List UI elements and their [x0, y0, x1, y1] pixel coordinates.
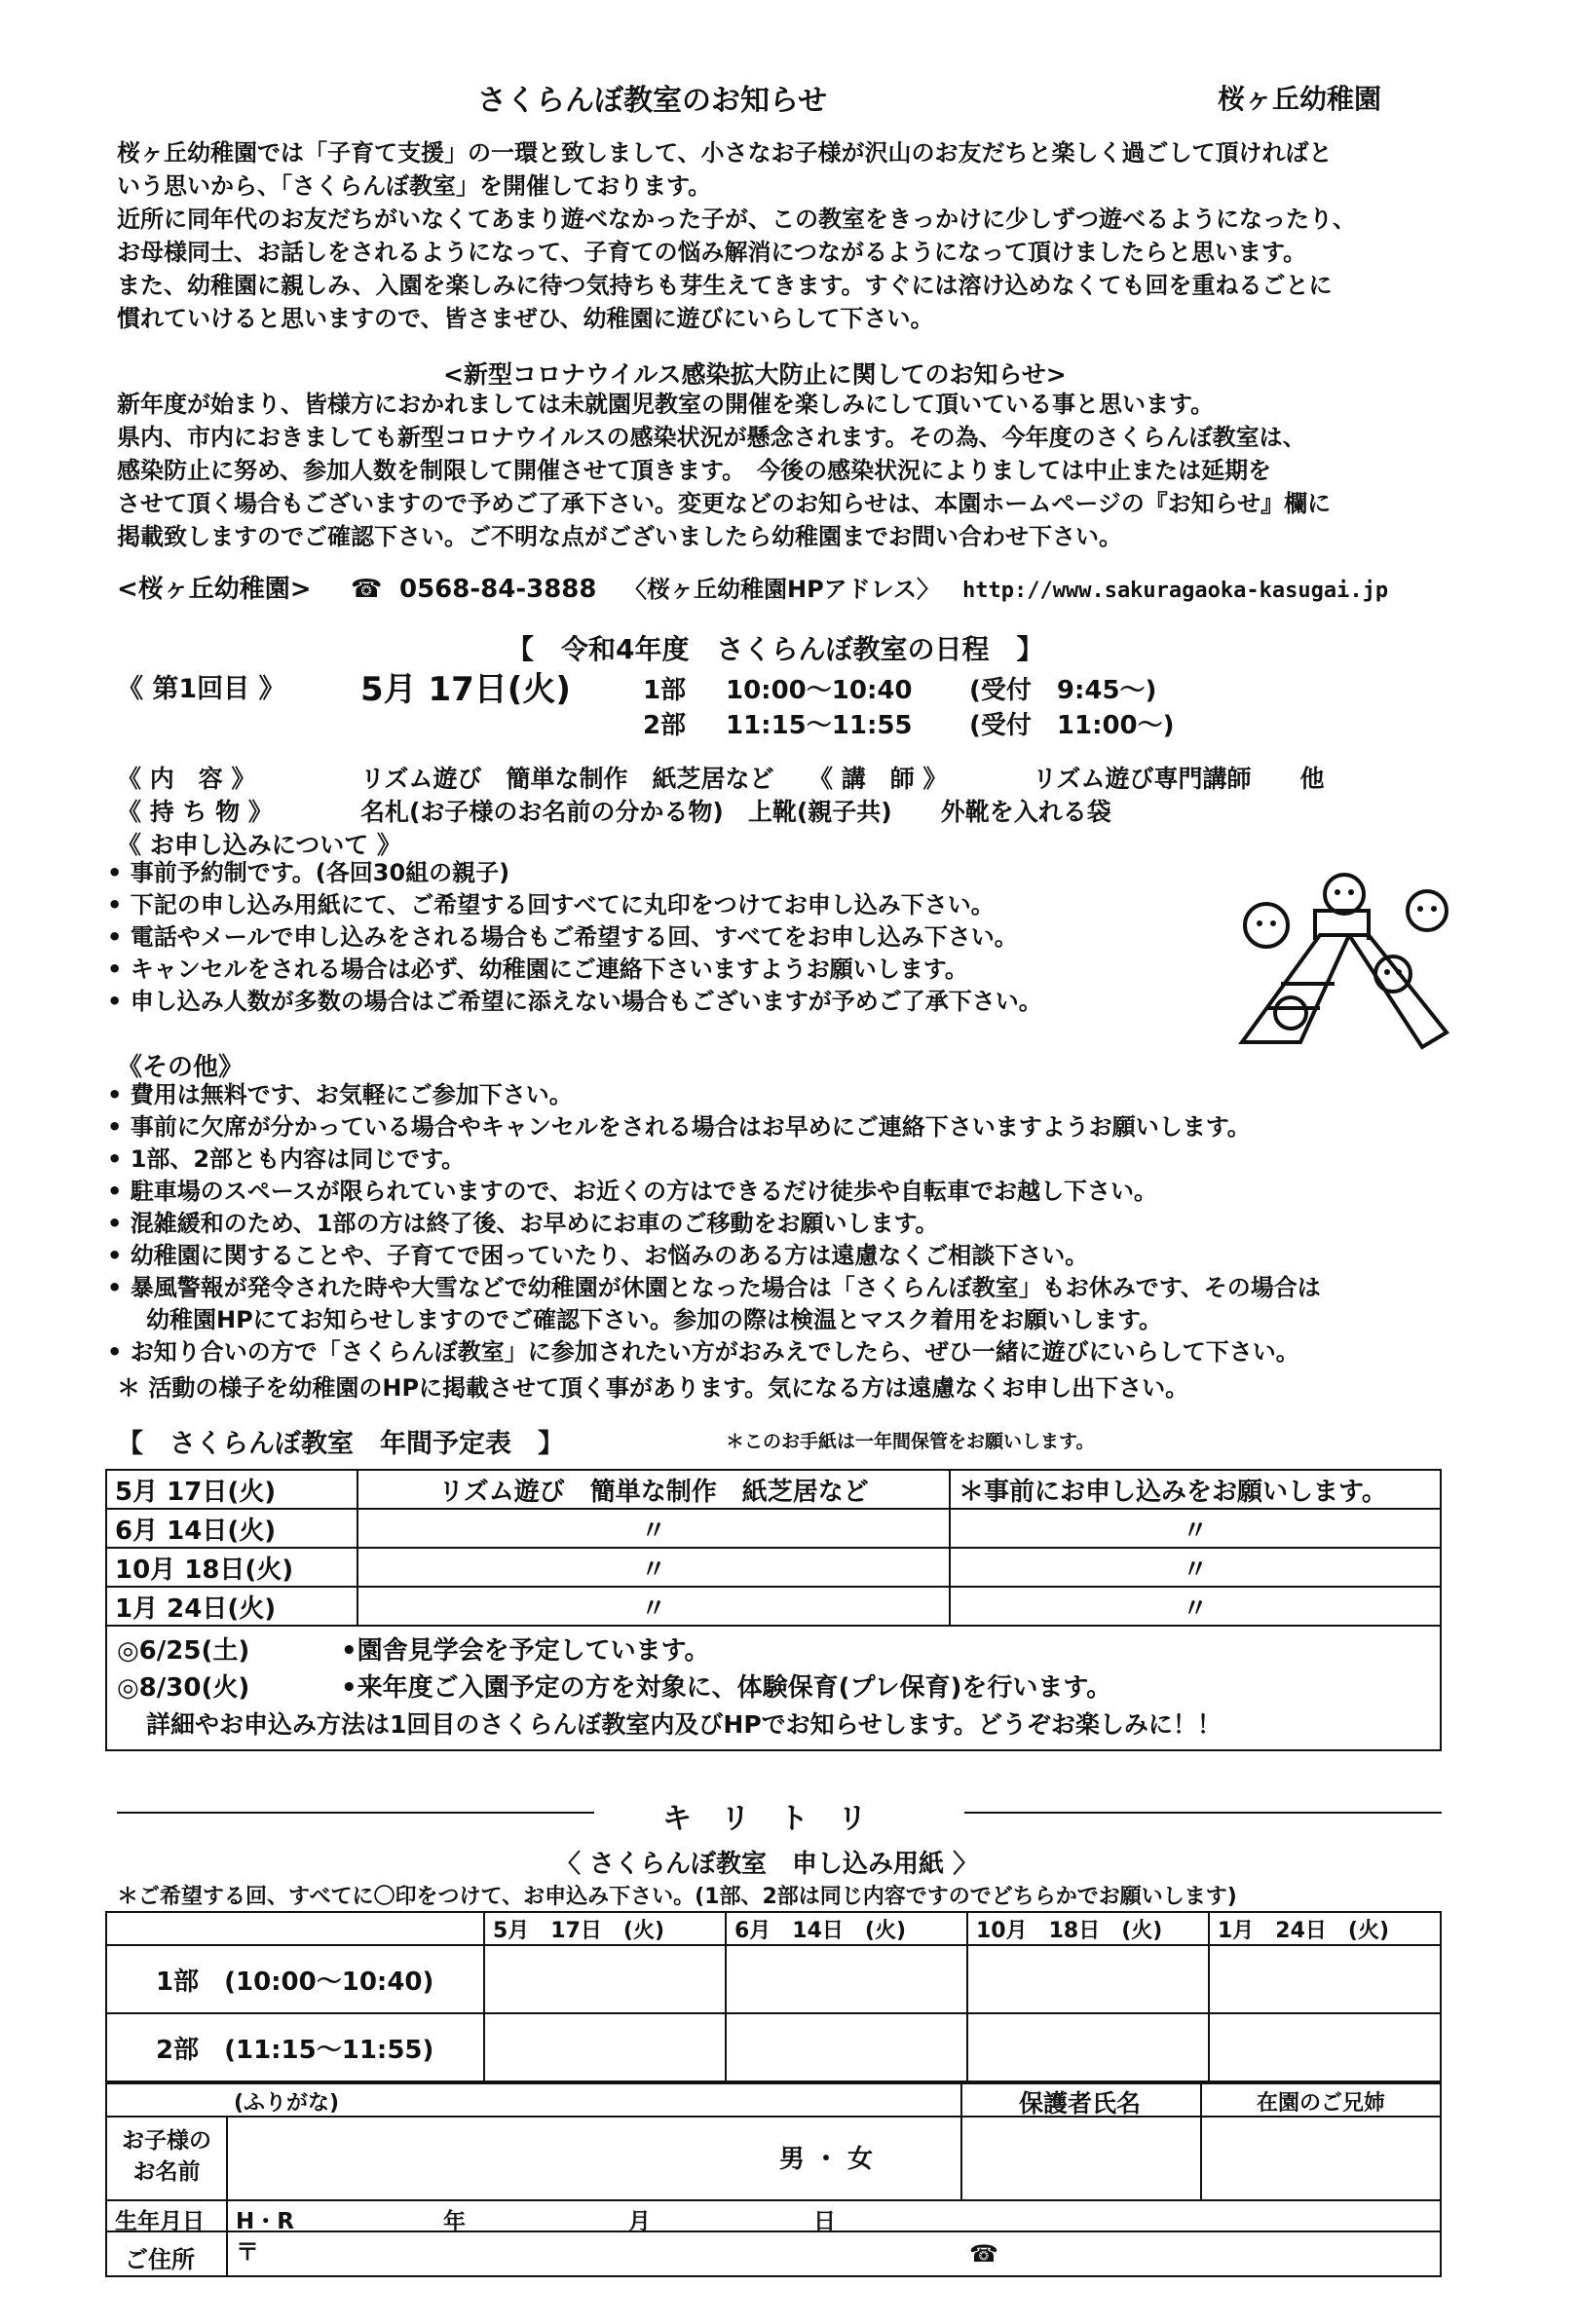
postal-mark: 〒: [236, 2238, 259, 2266]
contact-phone: 0568-84-3888: [399, 575, 597, 604]
divider: [107, 2199, 1440, 2201]
other-bullet-list: [107, 1079, 1321, 1368]
school-name: 桜ヶ丘幼稚園: [1218, 83, 1382, 115]
part2-time: 11:15〜11:55: [726, 711, 913, 740]
part1-choice-3[interactable]: [967, 1945, 1209, 2013]
annual-heading: 【 さくらんぼ教室 年間予定表 】: [117, 1429, 564, 1459]
items-value: 名札(お子様のお名前の分かる物) 上靴(親子共) 外靴を入れる袋: [360, 798, 1111, 826]
corona-line: 感染防止に努め、参加人数を制限して開催させて頂きます。 今後の感染状況によりましては中止または延期を: [117, 457, 1272, 484]
month-label: 月: [628, 2209, 651, 2234]
personal-info-box: [105, 2082, 1442, 2277]
table-row: [106, 1587, 1441, 1626]
table-row: [106, 1470, 1441, 1509]
hp-label: 〈桜ヶ丘幼稚園HPアドレス〉: [623, 576, 940, 603]
table-row: [106, 1626, 1441, 1750]
form-header-row: [106, 1912, 1441, 1945]
intro-line: 桜ヶ丘幼稚園では「子育て支援」の一環と致しまして、小さなお子様が沢山のお友だちと楽しく過ごして頂ければと: [117, 139, 1333, 167]
list-item: 幼稚園HPにてお知らせしますのでご確認下さい。参加の際は検温とマスク着用をお願いします。: [146, 1306, 1163, 1333]
teacher-value: リズム遊び専門講師 他: [1033, 765, 1325, 793]
schedule-date: 10月 18日(火): [106, 1548, 357, 1587]
keep-notice: ＊このお手紙は一年間保管をお願いします。: [726, 1431, 1095, 1452]
cut-line-left: [117, 1812, 594, 1814]
part2-choice-1[interactable]: [484, 2013, 726, 2081]
list-item: • 1部、2部とも内容は同じです。: [107, 1145, 466, 1173]
schedule-content: 〃: [357, 1509, 950, 1548]
schedule-content: 〃: [357, 1587, 950, 1626]
furigana-label: (ふりがな): [234, 2091, 340, 2116]
siblings-field[interactable]: [1206, 2119, 1436, 2197]
list-item: • 暴風警報が発令された時や大雪などで幼稚園が休園となった場合は「さくらんぼ教室」もお休みです、その場合は: [107, 1274, 1321, 1301]
list-item: • 費用は無料です、お気軽にご参加下さい。: [107, 1081, 573, 1108]
form-blank-cell: [106, 1912, 484, 1945]
corona-line: 新年度が始まり、皆様方におかれましては未就園児教室の開催を楽しみにして頂いている事と思います。: [117, 391, 1215, 418]
schedule-heading: 【 令和4年度 さくらんぼ教室の日程 】: [507, 633, 1044, 665]
form-heading: 〈 さくらんぼ教室 申し込み用紙 〉: [555, 1850, 979, 1879]
schedule-note: ＊事前にお申し込みをお願いします。: [950, 1470, 1441, 1509]
gender-choice[interactable]: 男 ・ 女: [779, 2145, 874, 2174]
intro-paragraph: [117, 136, 1356, 335]
intro-line: 慣れていけると思いますので、皆さまぜひ、幼稚園に遊びにいらして下さい。: [117, 305, 934, 332]
corona-line: 県内、市内におきましても新型コロナウイルスの感染状況が懸念されます。その為、今年度のさくらんぼ教室は、: [117, 424, 1306, 451]
year-label: 年: [443, 2209, 466, 2234]
address-label: ご住所: [125, 2246, 195, 2273]
form-date-4: 1月 24日 (火): [1209, 1912, 1441, 1945]
corona-line: 掲載致しますのでご確認下さい。ご不明な点がございましたら幼稚園までお問い合わせ下さい。: [117, 523, 1122, 550]
schedule-content: 〃: [357, 1548, 950, 1587]
table-row: [106, 1548, 1441, 1587]
form-date-1: 5月 17日 (火): [484, 1912, 726, 1945]
photo-notice: ＊ 活動の様子を幼稚園のHPに掲載させて頂く事があります。気になる方は遠慮なくお申し出下さい。: [117, 1374, 1189, 1402]
list-item: • 下記の申し込み用紙にて、ご希望する回すべてに丸印をつけてお申し込み下さい。: [107, 891, 995, 918]
part2-reception: (受付 11:00〜): [969, 711, 1175, 740]
phone-field[interactable]: [1003, 2236, 1432, 2273]
schedule-date: 5月 17日(火): [106, 1470, 357, 1509]
page-title: さくらんぼ教室のお知らせ: [477, 84, 828, 118]
corona-heading: <新型コロナウイルス感染拡大防止に関してのお知らせ>: [443, 360, 1067, 389]
part1-choice-1[interactable]: [484, 1945, 726, 2013]
part2-choice-2[interactable]: [726, 2013, 967, 2081]
list-item: • 混雑緩和のため、1部の方は終了後、お早めにお車のご移動をお願いします。: [107, 1210, 939, 1237]
application-form-table: [105, 1911, 1442, 2082]
form-note: ＊ご希望する回、すべてに〇印をつけて、お申込み下さい。(1部、2部は同じ内容ですのでどちらかでお願いします): [117, 1885, 1237, 1909]
form-date-3: 10月 18日 (火): [967, 1912, 1209, 1945]
part1-reception: (受付 9:45〜): [969, 676, 1157, 705]
event-item: ◎8/30(火) •来年度ご入園予定の方を対象に、体験保育(プレ保育)を行います。: [117, 1673, 1112, 1703]
era-label: H・R: [236, 2209, 294, 2234]
part1-choice-4[interactable]: [1209, 1945, 1441, 2013]
intro-line: いう思いから、「さくらんぼ教室」を開催しております。: [117, 172, 712, 200]
day-label: 日: [813, 2209, 836, 2234]
intro-line: 近所に同年代のお友だちがいなくてあまり遊べなかった子が、この教室をきっかけに少しずつ遊べるようになったり、: [117, 206, 1356, 233]
divider: [226, 2116, 228, 2277]
part1-choice-2[interactable]: [726, 1945, 967, 2013]
child-name-label: お子様の お名前: [122, 2128, 211, 2185]
content-value: リズム遊び 簡単な制作 紙芝居など: [360, 765, 774, 793]
phone-icon: ☎: [969, 2240, 998, 2268]
list-item: • 幼稚園に関することや、子育てで困っていたり、お悩みのある方は遠慮なくご相談下さい。: [107, 1242, 1089, 1269]
first-session-label: 《 第1回目 》: [117, 674, 285, 704]
schedule-note: 〃: [950, 1587, 1441, 1626]
corona-paragraph: [117, 388, 1331, 553]
guardian-name-field[interactable]: [966, 2119, 1196, 2197]
divider: [960, 2084, 962, 2199]
annual-schedule-table: [105, 1469, 1442, 1751]
intro-line: また、幼稚園に親しみ、入園を楽しみに待つ気持ちも芽生えてきます。すぐには溶け込めなくても回を重ねるごとに: [117, 272, 1333, 299]
list-item: • 駐車場のスペースが限られていますので、お近くの方はできるだけ徒歩や自転車でお越し下さい。: [107, 1178, 1158, 1205]
part2-choice-3[interactable]: [967, 2013, 1209, 2081]
list-item: • 事前予約制です。(各回30組の親子): [107, 859, 510, 886]
apply-label: 《 お申し込みについて 》: [117, 831, 401, 859]
list-item: • 電話やメールで申し込みをされる場合もご希望する回、すべてをお申し込み下さい。: [107, 923, 1018, 951]
list-item: • キャンセルをされる場合は必ず、幼稚園にご連絡下さいますようお願いします。: [107, 956, 968, 983]
first-session-date: 5月 17日(火): [360, 670, 571, 709]
event-item: ◎6/25(土) •園舎見学会を予定しています。: [117, 1636, 710, 1666]
table-row: [106, 1509, 1441, 1548]
part2-choice-4[interactable]: [1209, 2013, 1441, 2081]
contact-name: <桜ヶ丘幼稚園>: [117, 575, 312, 604]
content-label: 《 内 容 》: [117, 765, 256, 793]
cut-line-right: [964, 1812, 1442, 1814]
children-slide-illustration: [1223, 867, 1466, 1062]
phone-icon: ☎: [351, 575, 383, 604]
list-item: • 事前に欠席が分かっている場合やキャンセルをされる場合はお早めにご連絡下さいますようお願いします。: [107, 1113, 1251, 1141]
divider: [1200, 2084, 1202, 2199]
siblings-label: 在園のご兄姉: [1257, 2091, 1386, 2116]
annual-footer: 詳細やお申込み方法は1回目のさくらんぼ教室内及びHPでお知らせします。どうぞお楽しみに！！: [146, 1710, 1222, 1739]
part1-time: 10:00〜10:40: [726, 676, 913, 705]
corona-line: させて頂く場合もございますので予めご了承下さい。変更などのお知らせは、本園ホームページの『お知らせ』欄に: [117, 490, 1332, 517]
part1-label: 1部: [643, 676, 687, 705]
form-date-2: 6月 14日 (火): [726, 1912, 967, 1945]
schedule-content: リズム遊び 簡単な制作 紙芝居など: [357, 1470, 950, 1509]
schedule-date: 1月 24日(火): [106, 1587, 357, 1626]
other-label: 《その他》: [117, 1053, 245, 1082]
cut-label: キ リ ト リ: [662, 1802, 867, 1836]
schedule-note: 〃: [950, 1548, 1441, 1587]
part2-row-label: 2部 (11:15〜11:55): [106, 2013, 484, 2081]
list-item: • お知り合いの方で「さくらんぼ教室」に参加されたい方がおみえでしたら、ぜひ一緒に遊びにいらして下さい。: [107, 1338, 1299, 1366]
intro-line: お母様同士、お話しをされるようになって、子育ての悩み解消につながるようになって頂けましたらと思います。: [117, 239, 1307, 266]
list-item: • 申し込み人数が多数の場合はご希望に添えない場合もございますが予めご了承下さい。: [107, 988, 1042, 1015]
guardian-label: 保護者氏名: [1019, 2089, 1142, 2118]
birthdate-label: 生年月日: [115, 2209, 205, 2234]
apply-bullet-list: [107, 857, 1042, 1018]
contact-url[interactable]: http://www.sakuragaoka-kasugai.jp: [962, 579, 1389, 603]
items-label: 《 持 ち 物 》: [117, 798, 273, 826]
divider: [107, 2230, 1440, 2232]
form-part1-row: [106, 1945, 1441, 2013]
address-field[interactable]: [263, 2236, 964, 2273]
part2-label: 2部: [643, 711, 687, 740]
part1-row-label: 1部 (10:00〜10:40): [106, 1945, 484, 2013]
teacher-label: 《 講 師 》: [809, 765, 948, 793]
schedule-date: 6月 14日(火): [106, 1509, 357, 1548]
schedule-note: 〃: [950, 1509, 1441, 1548]
events-cell: [106, 1626, 1441, 1750]
form-part2-row: [106, 2013, 1441, 2081]
